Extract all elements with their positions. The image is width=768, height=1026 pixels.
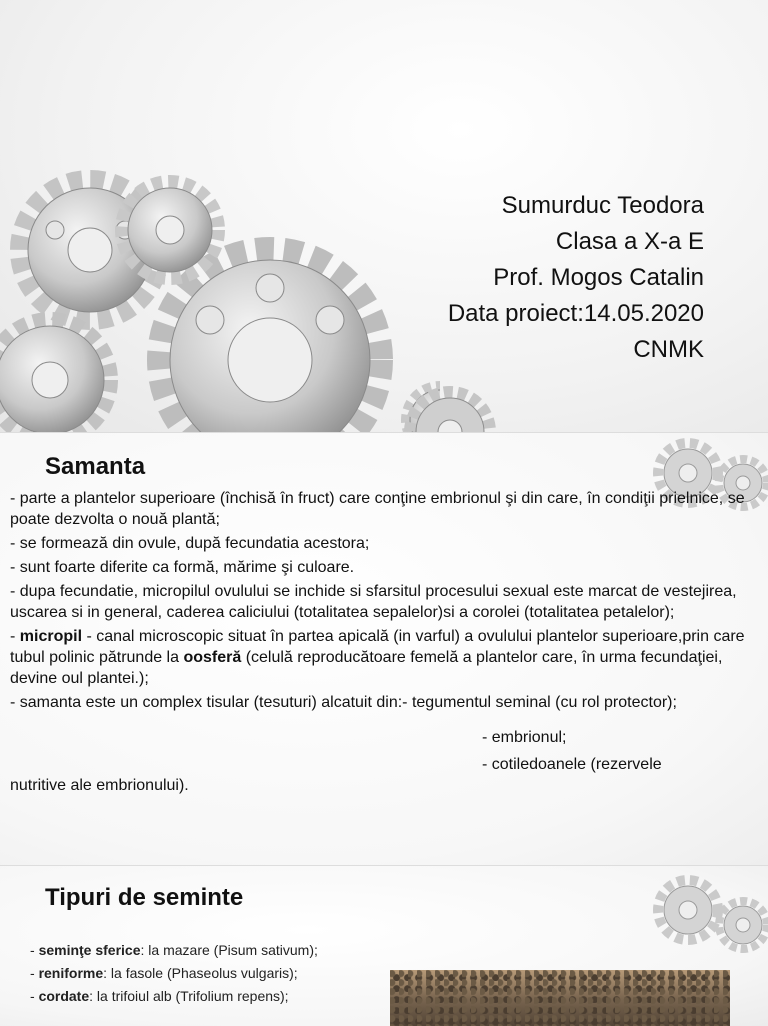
paragraph-fecundation: - dupa fecundatie, micropilul ovulului se inchide si sfarsitul procesului sexual este marcat de vestejirea, uscarea si in general, caderea caliciului (totalitatea sepalelor)si a corolei (totalitatea petalelor); xyxy=(10,583,737,621)
paragraph-structure: - samanta este un complex tisular (tesuturi) alcatuit din:- tegumentul seminal (cu rol protector); xyxy=(10,694,677,711)
gears-illustration xyxy=(0,0,440,432)
school-name: CNMK xyxy=(633,336,704,363)
seed-type-term: cordate xyxy=(38,988,90,1004)
seed-type-term: seminţe sferice xyxy=(38,942,141,958)
slide-title: Tipuri de seminte xyxy=(45,884,244,911)
text-fragment: : la trifoiul alb (Trifolium repens); xyxy=(89,988,289,1004)
text-fragment: - xyxy=(30,965,39,981)
slide-title: Samanta xyxy=(45,453,146,480)
term-oosfera: oosferă xyxy=(183,649,242,666)
small-gear-illustration xyxy=(400,382,520,432)
list-item xyxy=(30,987,370,1005)
text-fragment: - xyxy=(10,628,20,645)
text-fragment: - xyxy=(30,988,39,1004)
author-name: Sumurduc Teodora xyxy=(501,192,704,219)
author-info xyxy=(448,188,704,368)
text-fragment: - canal microscopic situat în partea apicală (in varful) a ovulului plantelor superioare,prin care tubul polinic pătrunde la xyxy=(10,628,745,666)
text-fragment: - cotiledoanele (rezervele xyxy=(482,756,662,773)
seed-type-term: reniforme xyxy=(38,965,104,981)
seeds-photo xyxy=(390,970,730,1026)
text-fragment: - xyxy=(30,942,39,958)
paragraph-diversity: - sunt foarte diferite ca formă, mărime şi culoare. xyxy=(10,559,355,576)
text-fragment: - embrionul; xyxy=(482,729,567,746)
corner-gears-icon xyxy=(628,870,768,960)
paragraph-definition: - parte a plantelor superioare (închisă în fruct) care conţine embrionul şi din care, în condiţii prielnice, se poate dezvolta o nouă plantă; xyxy=(10,490,745,528)
class-name: Clasa a X-a E xyxy=(555,228,704,255)
term-micropil: micropil xyxy=(19,628,83,645)
slide-body xyxy=(10,488,750,799)
text-fragment: : la mazare (Pisum sativum); xyxy=(140,942,318,958)
list-item xyxy=(30,964,370,982)
content-slide-tipuri xyxy=(0,866,768,1026)
title-slide xyxy=(0,0,768,432)
list-item-cotyledons-continued: nutritive ale embrionului). xyxy=(10,777,189,794)
paragraph-formation: - se formează din ovule, după fecundatia acestora; xyxy=(10,535,370,552)
seed-types-list xyxy=(30,941,370,1010)
text-fragment: (celulă reproducătoare femelă a plantelor care, în urma fecundaţiei, devine oul plantei.); xyxy=(10,649,723,687)
text-fragment: : la fasole (Phaseolus vulgaris); xyxy=(103,965,298,981)
teacher-name: Prof. Mogos Catalin xyxy=(493,264,704,291)
list-item-cotyledons xyxy=(10,754,750,775)
project-date: Data proiect:14.05.2020 xyxy=(447,300,704,327)
list-item-embryo xyxy=(10,727,750,748)
list-item xyxy=(30,941,370,959)
content-slide-samanta xyxy=(0,433,768,865)
paragraph-micropil xyxy=(10,626,750,689)
